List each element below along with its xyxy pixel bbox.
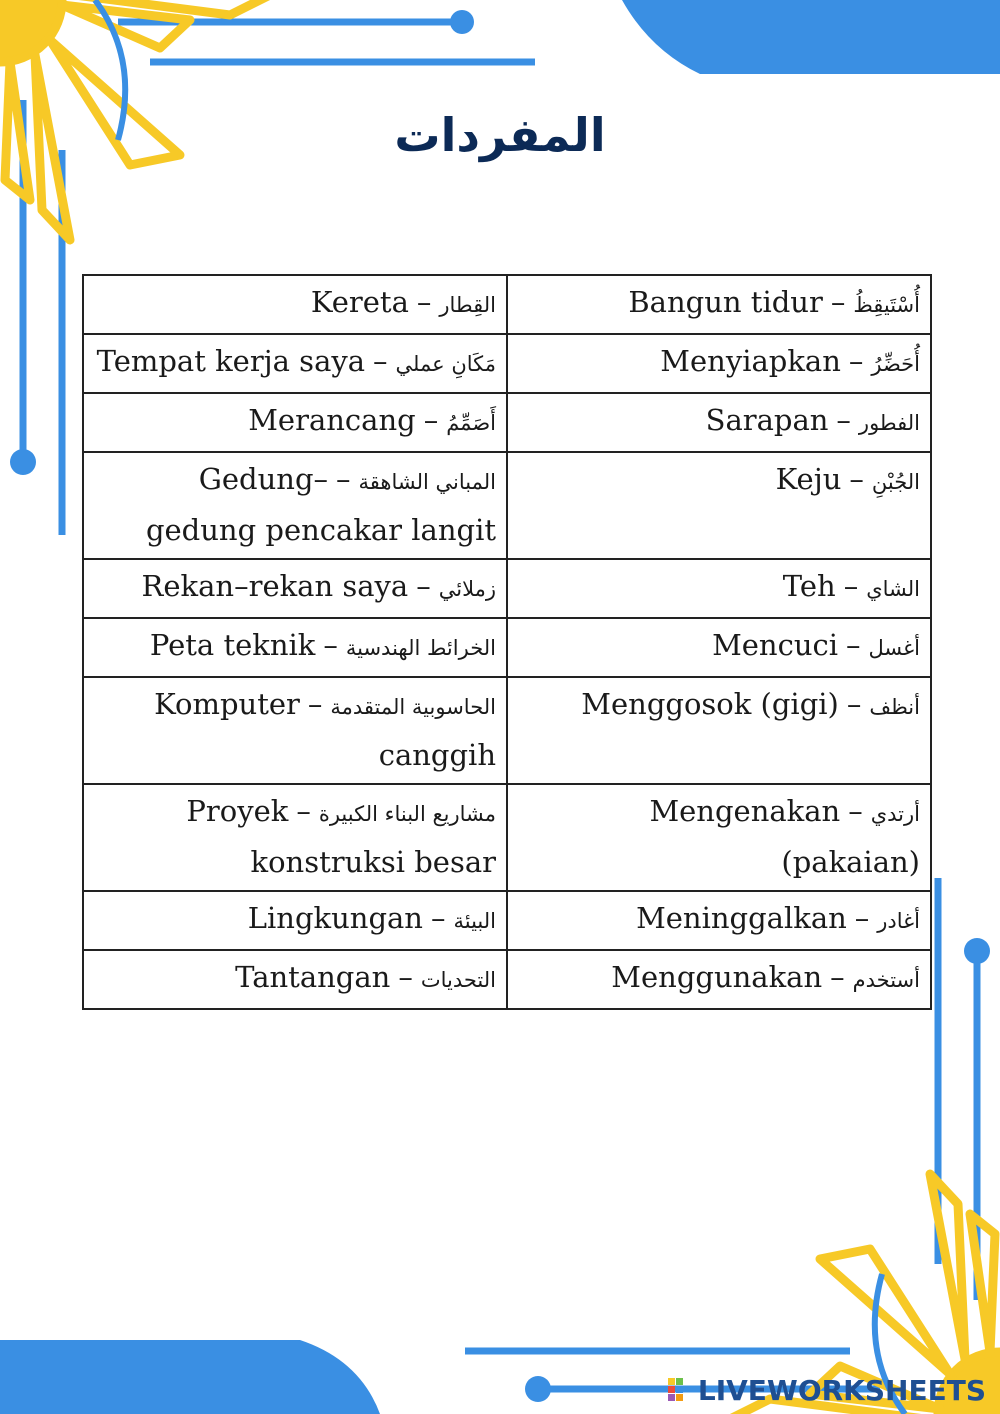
indonesian-translation: Komputer canggih <box>154 687 496 772</box>
separator-dash: – <box>296 794 311 828</box>
arabic-term: أُحَضِّرُ <box>871 352 920 376</box>
separator-dash: – <box>849 462 864 496</box>
arabic-term: المباني الشاهقة <box>358 470 496 494</box>
indonesian-translation: Gedung–gedung pencakar langit <box>145 462 496 547</box>
arabic-term: أغسل <box>868 636 920 660</box>
separator-dash: – <box>846 628 861 662</box>
vocabulary-cell-right <box>507 618 931 677</box>
arabic-term: التحديات <box>420 968 496 992</box>
indonesian-translation: Rekan–rekan saya <box>141 569 409 603</box>
left-line-dot <box>10 449 36 475</box>
separator-dash: – <box>423 403 439 437</box>
right-line-dot <box>964 938 990 964</box>
arabic-term: مشاريع البناء الكبيرة <box>318 802 496 826</box>
separator-dash: – <box>416 569 431 603</box>
vocabulary-row <box>83 334 931 393</box>
indonesian-translation: Sarapan <box>705 403 829 437</box>
bottom-left-blue-shape <box>0 1340 380 1414</box>
vocabulary-cell-left <box>83 677 507 784</box>
vocabulary-cell-right <box>507 559 931 618</box>
arabic-term: أستخدم <box>852 968 920 992</box>
vocabulary-row <box>83 452 931 559</box>
vocabulary-cell-right <box>507 452 931 559</box>
separator-dash: – <box>843 569 859 603</box>
vocabulary-cell-right <box>507 275 931 334</box>
separator-dash: – <box>854 901 870 935</box>
arabic-term: أَصَمِّمُ <box>446 411 496 435</box>
indonesian-translation: Menggunakan <box>611 960 823 994</box>
indonesian-translation: Lingkungan <box>247 901 423 935</box>
separator-dash: – <box>430 901 446 935</box>
vocabulary-cell-left <box>83 334 507 393</box>
vocabulary-table-body <box>83 275 931 1009</box>
indonesian-translation: Peta teknik <box>149 628 316 662</box>
arabic-term: مَكَانِ عملي <box>395 352 496 376</box>
vocabulary-row <box>83 784 931 891</box>
arabic-term: الحاسوبية المتقدمة <box>330 695 496 719</box>
indonesian-translation: Tantangan <box>235 960 391 994</box>
arabic-term: البيئة <box>453 909 496 933</box>
arabic-term: القِطار <box>439 293 496 317</box>
indonesian-translation: Mencuci <box>712 628 839 662</box>
vocabulary-cell-left <box>83 559 507 618</box>
separator-dash: – <box>830 285 846 319</box>
arabic-term: أُسْتَيقِظُ <box>853 293 920 317</box>
indonesian-translation: Proyek konstruksi besar <box>186 794 496 879</box>
separator-dash: – <box>398 960 413 994</box>
arabic-term: أغادر <box>877 909 920 933</box>
separator-dash: – <box>307 687 323 721</box>
vocabulary-row <box>83 950 931 1009</box>
arabic-term: أرتدي <box>870 802 920 826</box>
top-line-dot <box>450 10 474 34</box>
indonesian-translation: Keju <box>775 462 842 496</box>
vocabulary-row <box>83 618 931 677</box>
separator-dash: – <box>848 344 864 378</box>
page-title: المفردات <box>394 108 606 162</box>
vocabulary-cell-left <box>83 275 507 334</box>
arabic-term: الخرائط الهندسية <box>345 636 496 660</box>
vocabulary-row <box>83 275 931 334</box>
indonesian-translation: Merancang <box>248 403 416 437</box>
arabic-term: زملائي <box>438 577 496 601</box>
indonesian-translation: Bangun tidur <box>628 285 823 319</box>
top-right-blue-shape <box>622 0 1000 74</box>
indonesian-translation: Mengenakan (pakaian) <box>649 794 920 879</box>
indonesian-translation: Teh <box>782 569 836 603</box>
vocabulary-row <box>83 891 931 950</box>
indonesian-translation: Menggosok (gigi) <box>581 687 839 721</box>
indonesian-translation: Menyiapkan <box>660 344 841 378</box>
vocabulary-cell-left <box>83 784 507 891</box>
liveworksheets-brand <box>668 1372 986 1408</box>
arabic-term: الشاي <box>866 577 920 601</box>
arabic-term: الجُبْنِ <box>871 470 920 494</box>
vocabulary-cell-left <box>83 393 507 452</box>
vocabulary-cell-right <box>507 950 931 1009</box>
indonesian-translation: Tempat kerja saya <box>96 344 366 378</box>
vocabulary-cell-right <box>507 891 931 950</box>
vocabulary-cell-right <box>507 334 931 393</box>
indonesian-translation: Meninggalkan <box>636 901 847 935</box>
brand-text: LIVEWORKSHEETS <box>697 1373 986 1407</box>
arabic-term: الفطور <box>858 411 920 435</box>
liveworksheets-logo-icon <box>668 1378 692 1402</box>
vocabulary-cell-right <box>507 677 931 784</box>
separator-dash: – <box>846 687 862 721</box>
separator-dash: – <box>373 344 388 378</box>
vocabulary-table <box>82 274 932 1010</box>
indonesian-translation: Kereta <box>310 285 409 319</box>
separator-dash: – <box>836 403 851 437</box>
bottom-line-dot <box>525 1376 551 1402</box>
vocabulary-cell-left <box>83 618 507 677</box>
vocabulary-row <box>83 393 931 452</box>
vocabulary-row <box>83 559 931 618</box>
separator-dash: – <box>323 628 338 662</box>
arabic-term: أنظف <box>869 695 920 719</box>
separator-dash: – <box>830 960 845 994</box>
separator-dash: – <box>416 285 432 319</box>
separator-dash: – <box>336 462 351 496</box>
vocabulary-cell-right <box>507 393 931 452</box>
vocabulary-row <box>83 677 931 784</box>
vocabulary-cell-left <box>83 452 507 559</box>
vocabulary-cell-left <box>83 950 507 1009</box>
separator-dash: – <box>848 794 863 828</box>
vocabulary-cell-left <box>83 891 507 950</box>
vocabulary-cell-right <box>507 784 931 891</box>
